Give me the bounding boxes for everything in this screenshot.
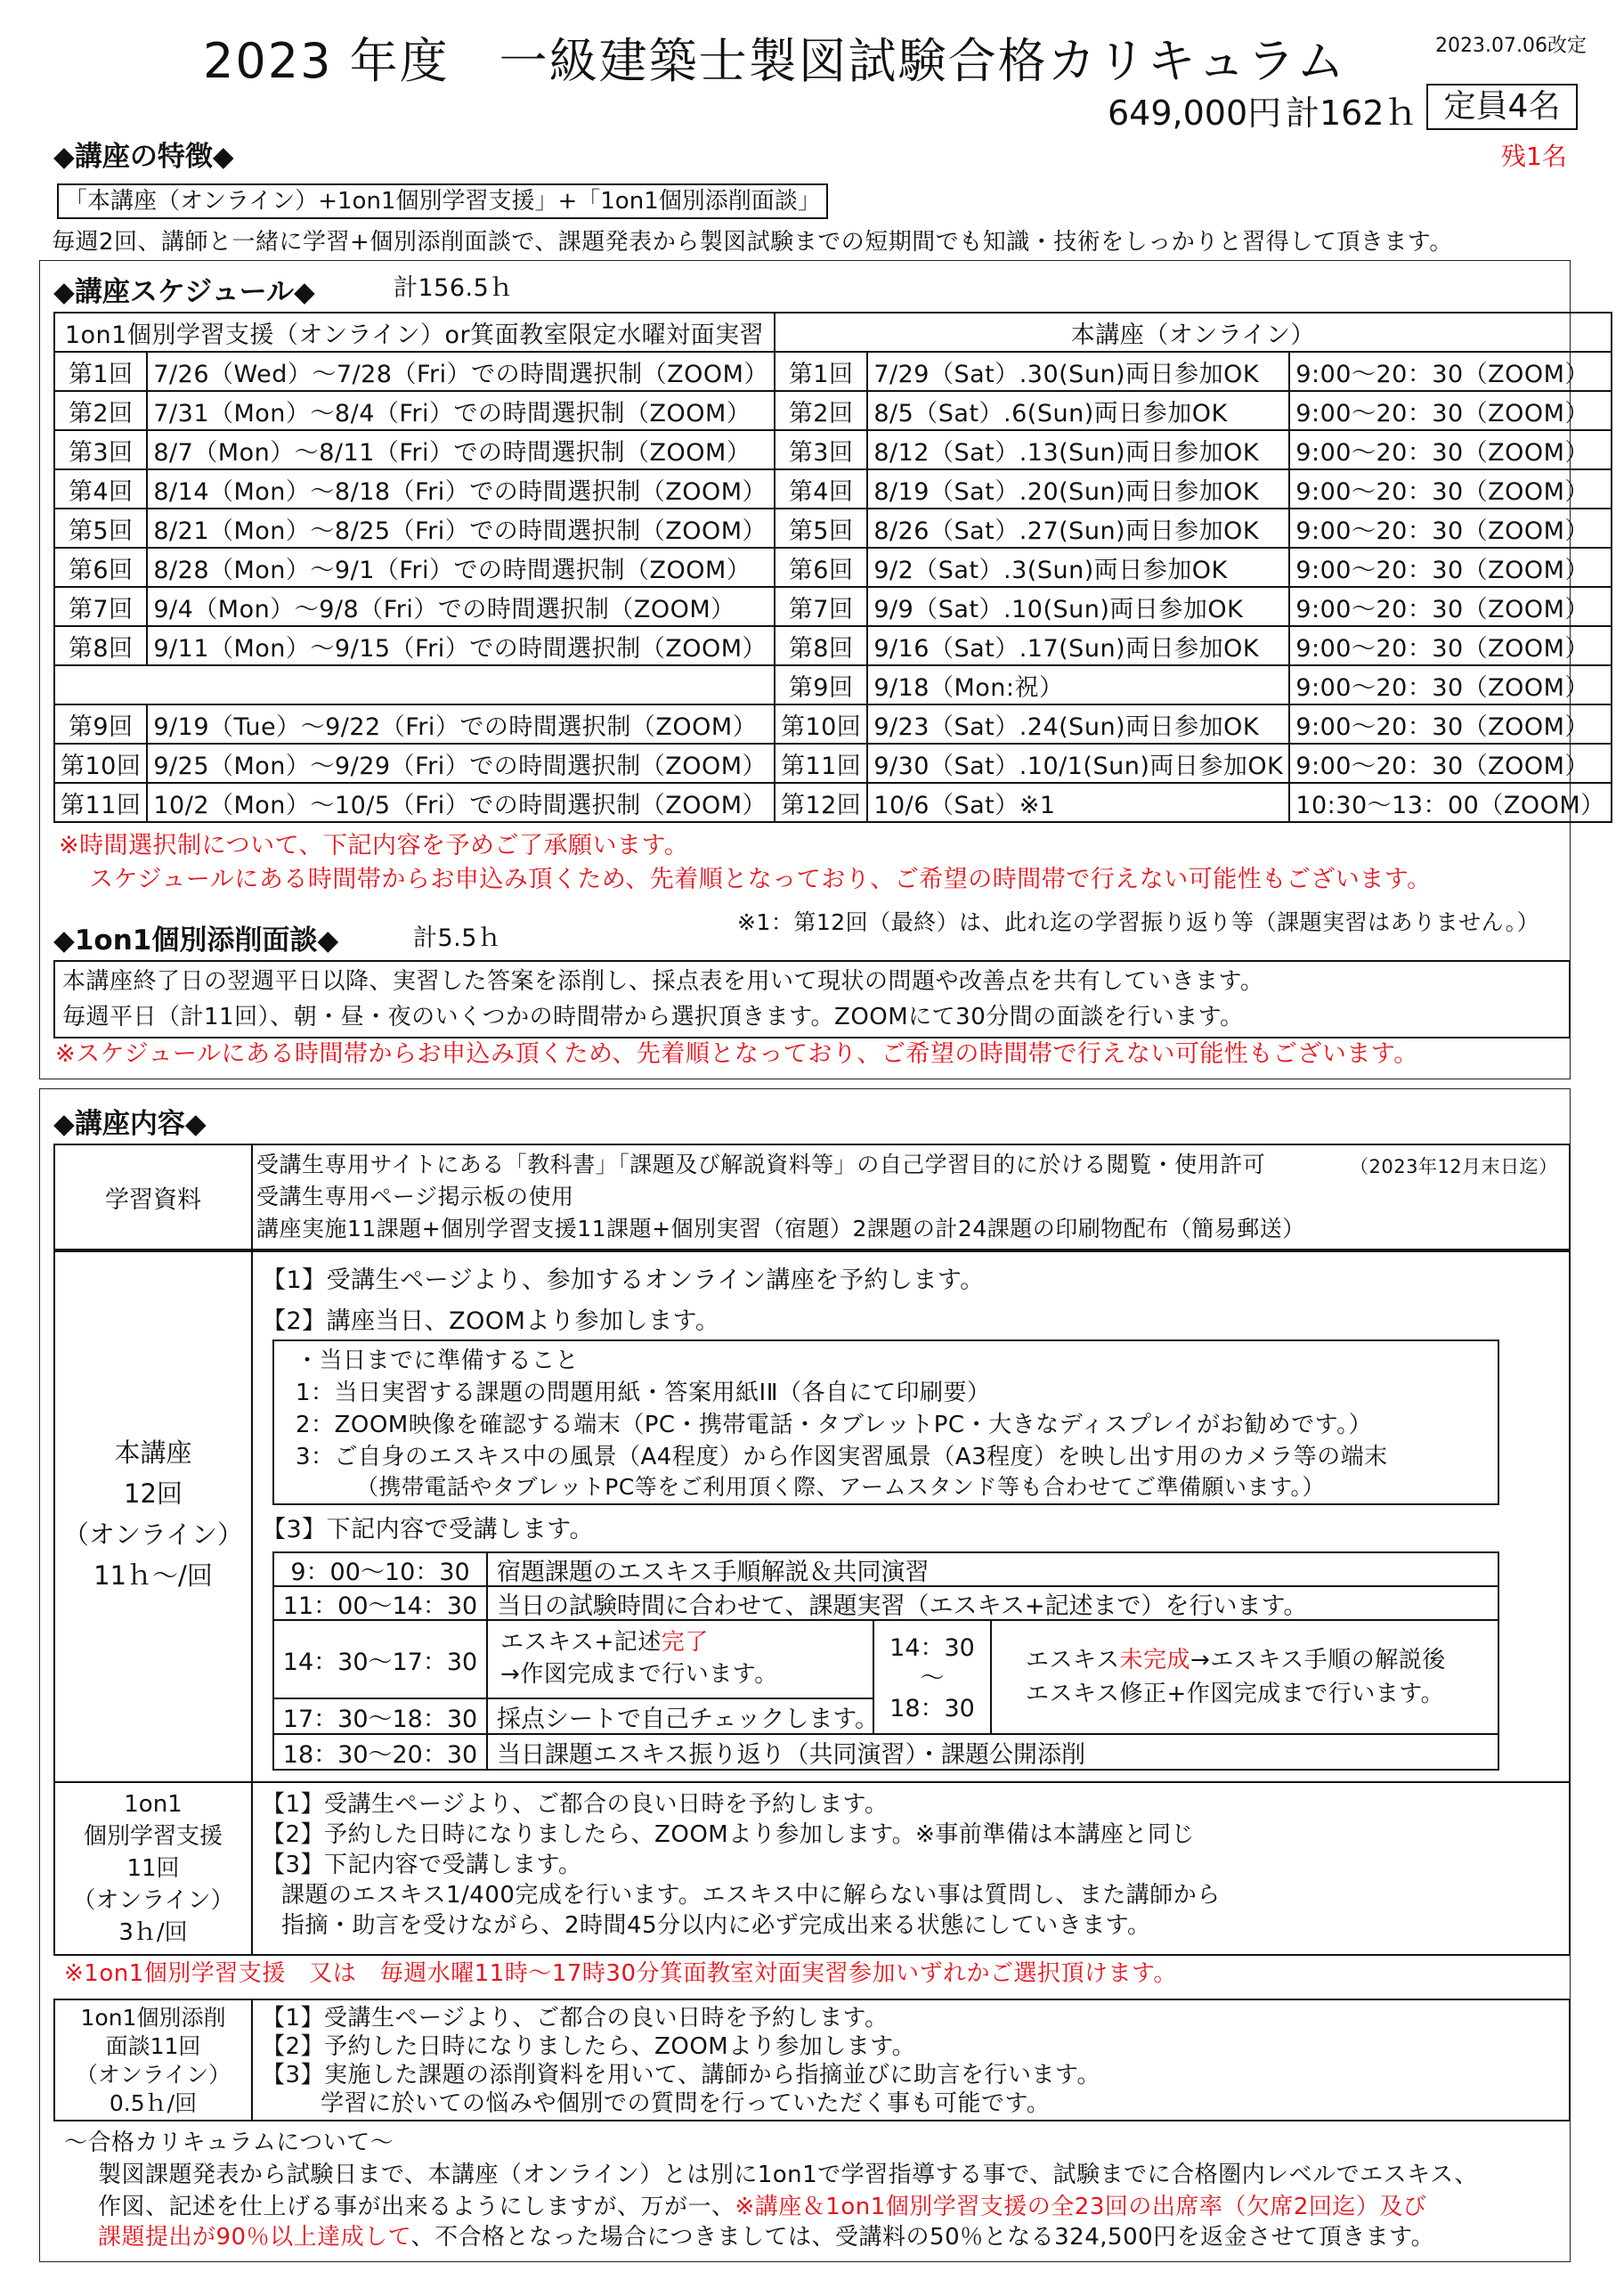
schedule-left-no: 第1回 [54,352,147,391]
schedule-row [54,783,1612,822]
schedule-table [53,312,1612,823]
tt-desc-3 [500,1626,709,1658]
schedule-hours: 計156.5ｈ [394,274,514,302]
schedule-right-date: 9/30（Sat）.10/1(Sun)両日参加OK [867,744,1289,783]
schedule-right-time: 9:00～20：30（ZOOM） [1289,509,1611,548]
support-line-2: 【2】予約した日時になりましたら、ZOOMより参加します。※事前準備は本講座と同じ [262,1821,1195,1848]
tt-right-2: エスキス修正+作図完成まで行います。 [1026,1681,1445,1707]
tt-right-1-a: エスキス [1026,1647,1120,1673]
features-description: 毎週2回、講師と一緒に学習+個別添削面談で、課題発表から製図試験までの短期間でも知識・技術をしっかりと習得して頂きます。 [52,229,1453,256]
materials-line-1-note: （2023年12月末日迄） [1350,1156,1558,1177]
support-label [53,1788,253,1949]
tt-time-5: 18：30～20：30 [272,1733,488,1771]
total-hours: 計162ｈ [1286,94,1418,133]
content-heading: ◆講座内容◆ [53,1108,207,1140]
tt-mid [873,1633,992,1724]
revision-date: 2023.07.06改定 [1435,35,1587,57]
page-title: 2023 年度 一級建築士製図試験合格カリキュラム [203,33,1347,89]
schedule-right-time: 9:00～20：30（ZOOM） [1289,469,1611,509]
schedule-right-no: 第12回 [775,783,867,822]
schedule-row [54,744,1612,783]
review-red-note: ※スケジュールにある時間帯からお申込み頂くため、先着順となっており、ご希望の時間帯で行えない可能性もございます。 [55,1040,1418,1068]
schedule-row [54,626,1612,665]
schedule-left-no: 第8回 [54,626,147,665]
schedule-right-time: 9:00～20：30（ZOOM） [1289,391,1611,430]
schedule-left-date: 10/2（Mon）～10/5（Fri）での時間選択制（ZOOM） [147,783,775,822]
prep-line-2: 2：ZOOM映像を確認する端末（PC・携帯電話・タブレットPC・大きなディスプレイがお勧めです。） [296,1412,1373,1438]
schedule-right-no: 第6回 [775,548,867,587]
tt-desc-5: 当日課題エスキス振り返り（共同演習）・課題公開添削 [486,1733,1499,1771]
schedule-right-time: 9:00～20：30（ZOOM） [1289,626,1611,665]
tt-mid-c: 18：30 [889,1695,975,1722]
schedule-left-no: 第3回 [54,430,147,469]
tt-time-4: 17：30～18：30 [272,1698,488,1735]
prep-line-4: （携帯電話やタブレットPC等をご利用頂く際、アームスタンド等も合わせてご準備願います。） [356,1474,1326,1500]
support-line-1: 【1】受講生ページより、ご都合の良い日時を予約します。 [262,1791,889,1818]
tt-time-3: 14：30～17：30 [272,1619,488,1699]
prep-line-1: 1：当日実習する課題の問題用紙・答案用紙ⅠⅡ（各自にて印刷要） [296,1380,991,1406]
features-heading: ◆講座の特徴◆ [53,141,234,173]
schedule-left-empty [54,665,775,704]
capacity-badge: 定員4名 [1426,84,1578,130]
tt-desc-3-c: →作図完成まで行います。 [500,1661,778,1688]
schedule-right-time: 9:00～20：30（ZOOM） [1289,744,1611,783]
review-label-4: 0.5ｈ/回 [109,2090,198,2116]
schedule-row [54,704,1612,744]
tt-right-box [990,1619,1499,1735]
schedule-left-date: 7/26（Wed）～7/28（Fri）での時間選択制（ZOOM） [147,352,775,391]
pass-line-3-b: 、不合格となった場合につきましては、受講料の50％となる324,500円を返金させて頂きます。 [410,2224,1435,2251]
support-line-4: 課題のエスキス1/400完成を行います。エスキス中に解らない事は質問し、また講師から [281,1882,1221,1909]
pass-line-2-a: 作図、記述を仕上げる事が出来るようにしますが、万が一、 [98,2194,735,2220]
schedule-left-date: 8/14（Mon）～8/18（Fri）での時間選択制（ZOOM） [147,469,775,509]
tt-desc-2: 当日の試験時間に合わせて、課題実習（エスキス+記述まで）を行います。 [486,1585,1499,1621]
schedule-note-2: スケジュールにある時間帯からお申込み頂くため、先着順となっており、ご希望の時間帯で行えない可能性もございます。 [89,866,1432,893]
tt-desc-3-a: エスキス+記述 [500,1629,662,1656]
tt-right-incomplete: 未完成 [1119,1647,1190,1673]
main-step-3: 【3】下記内容で受講します。 [262,1516,595,1543]
main-label-4: 11ｈ～/回 [93,1560,213,1591]
main-label [53,1432,253,1596]
schedule-left-date: 9/4（Mon）～9/8（Fri）での時間選択制（ZOOM） [147,587,775,626]
support-line-3: 【3】下記内容で受講します。 [262,1852,582,1878]
schedule-right-no: 第11回 [775,744,867,783]
schedule-right-no: 第7回 [775,587,867,626]
schedule-row [54,665,1612,704]
schedule-right-date: 9/9（Sat）.10(Sun)両日参加OK [867,587,1289,626]
tt-mid-b: ～ [920,1665,945,1692]
schedule-right-date: 8/26（Sat）.27(Sun)両日参加OK [867,509,1289,548]
schedule-right-time: 9:00～20：30（ZOOM） [1289,704,1611,744]
prep-line-0: ・当日までに準備すること [296,1348,580,1374]
pass-line-2-red: ※講座＆1on1個別学習支援の全23回の出席率（欠席2回迄）及び [735,2194,1427,2220]
schedule-right-date: 9/16（Sat）.17(Sun)両日参加OK [867,626,1289,665]
schedule-row [54,548,1612,587]
review-label-2: 面談11回 [105,2033,201,2059]
prep-line-3: 3：ご自身のエスキス中の風景（A4程度）から作図実習風景（A3程度）を映し出す用のカメラ等の端末 [296,1444,1388,1470]
review-hours: 計5.5ｈ [413,924,502,952]
schedule-left-no: 第7回 [54,587,147,626]
tt-desc-1: 宿題課題のエスキス手順解説＆共同演習 [486,1551,1499,1587]
price: 649,000円 [1108,94,1282,133]
main-label-2: 12回 [124,1478,183,1509]
schedule-right-no: 第10回 [775,704,867,744]
schedule-right-time: 9:00～20：30（ZOOM） [1289,548,1611,587]
schedule-left-date: 8/28（Mon）～9/1（Fri）での時間選択制（ZOOM） [147,548,775,587]
main-step-2: 【2】講座当日、ZOOMより参加します。 [262,1307,720,1335]
schedule-left-date: 9/11（Mon）～9/15（Fri）での時間選択制（ZOOM） [147,626,775,665]
schedule-right-time: 10:30～13：00（ZOOM） [1289,783,1611,822]
schedule-right-no: 第3回 [775,430,867,469]
schedule-left-date: 9/25（Mon）～9/29（Fri）での時間選択制（ZOOM） [147,744,775,783]
schedule-row [54,352,1612,391]
schedule-left-no: 第9回 [54,704,147,744]
support-red-note: ※1on1個別学習支援 又は 毎週水曜11時～17時30分箕面教室対面実習参加いずれかご選択頂けます。 [64,1960,1177,1987]
support-label-4: （オンライン） [72,1887,234,1914]
materials-line-2: 受講生専用ページ掲示板の使用 [256,1184,574,1209]
pass-line-1: 製図課題発表から試験日まで、本講座（オンライン）とは別に1on1で学習指導する事で、試験までに合格圏内レベルでエスキス、 [98,2162,1478,2188]
review-label [53,2004,253,2118]
pass-line-3 [98,2221,1434,2253]
review-step-1: 【1】受講生ページより、ご都合の良い日時を予約します。 [262,2005,889,2032]
tt-right-1-c: →エスキス手順の解説後 [1190,1647,1446,1673]
materials-line-3: 講座実施11課題+個別学習支援11課題+個別実習（宿題）2課題の計24課題の印刷物配布（簡易郵送） [256,1216,1305,1242]
pass-heading: ～合格カリキュラムについて～ [64,2129,394,2156]
schedule-heading: ◆講座スケジュール◆ [53,276,315,308]
schedule-right-date: 9/23（Sat）.24(Sun)両日参加OK [867,704,1289,744]
tt-time-1: 9：00～10：30 [272,1551,488,1587]
review-step-3: 【3】実施した課題の添削資料を用いて、講師から指摘並びに助言を行います。 [262,2062,1100,2089]
schedule-right-date: 8/12（Sat）.13(Sun)両日参加OK [867,430,1289,469]
schedule-right-date: 8/19（Sat）.20(Sun)両日参加OK [867,469,1289,509]
schedule-left-date: 8/7（Mon）～8/11（Fri）での時間選択制（ZOOM） [147,430,775,469]
schedule-right-time: 9:00～20：30（ZOOM） [1289,587,1611,626]
materials-label: 学習資料 [53,1144,253,1250]
schedule-right-date: 8/5（Sat）.6(Sun)両日参加OK [867,391,1289,430]
schedule-left-no: 第10回 [54,744,147,783]
review-label-3: （オンライン） [75,2062,231,2088]
review-step-4: 学習に於いての悩みや個別での質問を行っていただく事も可能です。 [321,2090,1051,2117]
schedule-right-date: 9/18（Mon:祝） [867,665,1289,704]
schedule-right-time: 9:00～20：30（ZOOM） [1289,430,1611,469]
remaining-seats: 残1名 [1501,142,1567,171]
review-line-2: 毎週平日（計11回）、朝・昼・夜のいくつかの時間帯から選択頂きます。ZOOMにて30分間の面談を行います。 [62,1004,1244,1030]
support-label-2: 個別学習支援 [83,1823,223,1850]
schedule-row [54,469,1612,509]
schedule-right-date: 10/6（Sat）※1 [867,783,1289,822]
schedule-left-no: 第2回 [54,391,147,430]
materials-line-1: 受講生専用サイトにある「教科書」「課題及び解説資料等」の自己学習目的に於ける閲覧・使用許可 [256,1152,1266,1177]
main-label-1: 本講座 [114,1437,192,1468]
main-label-3: （オンライン） [62,1519,244,1550]
review-label-1: 1on1個別添削 [80,2005,226,2031]
schedule-right-time: 9:00～20：30（ZOOM） [1289,665,1611,704]
review-step-2: 【2】予約した日時になりましたら、ZOOMより参加します。 [262,2033,916,2060]
support-label-5: 3ｈ/回 [118,1919,188,1946]
features-box: 「本講座（オンライン）+1on1個別学習支援」+「1on1個別添削面談」 [57,183,828,219]
schedule-row [54,391,1612,430]
schedule-left-date: 9/19（Tue）～9/22（Fri）での時間選択制（ZOOM） [147,704,775,744]
schedule-left-no: 第4回 [54,469,147,509]
pass-line-2 [98,2191,1426,2223]
support-label-1: 1on1 [124,1791,183,1818]
schedule-left-date: 7/31（Mon）～8/4（Fri）での時間選択制（ZOOM） [147,391,775,430]
tt-right-1 [1026,1644,1446,1676]
pass-line-3-red: 課題提出が90％以上達成して [98,2224,411,2251]
schedule-left-no: 第5回 [54,509,147,548]
schedule-row [54,587,1612,626]
tt-desc-3-complete: 完了 [661,1629,709,1656]
review-heading: ◆1on1個別添削面談◆ [53,924,339,957]
schedule-left-no: 第6回 [54,548,147,587]
schedule-right-no: 第8回 [775,626,867,665]
tt-mid-a: 14：30 [889,1634,975,1662]
schedule-right-no: 第1回 [775,352,867,391]
schedule-right-date: 9/2（Sat）.3(Sun)両日参加OK [867,548,1289,587]
right-header: 本講座（オンライン） [775,313,1612,352]
schedule-row [54,509,1612,548]
schedule-right-date: 7/29（Sat）.30(Sun)両日参加OK [867,352,1289,391]
support-label-3: 11回 [126,1855,180,1882]
schedule-right-no: 第5回 [775,509,867,548]
schedule-left-no: 第11回 [54,783,147,822]
left-header: 1on1個別学習支援（オンライン）or箕面教室限定水曜対面実習 [54,313,775,352]
schedule-row [54,430,1612,469]
support-line-5: 指摘・助言を受けながら、2時間45分以内に必ず完成出来る状態にしていきます。 [281,1912,1151,1939]
schedule-right-time: 9:00～20：30（ZOOM） [1289,352,1611,391]
main-step-1: 【1】受講生ページより、参加するオンライン講座を予約します。 [262,1266,985,1294]
schedule-right-no: 第9回 [775,665,867,704]
review-footnote: ※1：第12回（最終）は、此れ迄の学習振り返り等（課題実習はありません。） [737,909,1540,935]
schedule-left-date: 8/21（Mon）～8/25（Fri）での時間選択制（ZOOM） [147,509,775,548]
schedule-note-1: ※時間選択制について、下記内容を予めご了承願います。 [59,832,689,859]
review-line-1: 本講座終了日の翌週平日以降、実習した答案を添削し、採点表を用いて現状の問題や改善点を共有していきます。 [62,968,1264,995]
schedule-right-no: 第2回 [775,391,867,430]
schedule-right-no: 第4回 [775,469,867,509]
tt-time-2: 11：00～14：30 [272,1585,488,1621]
tt-desc-4: 採点シートで自己チェックします。 [486,1698,874,1735]
